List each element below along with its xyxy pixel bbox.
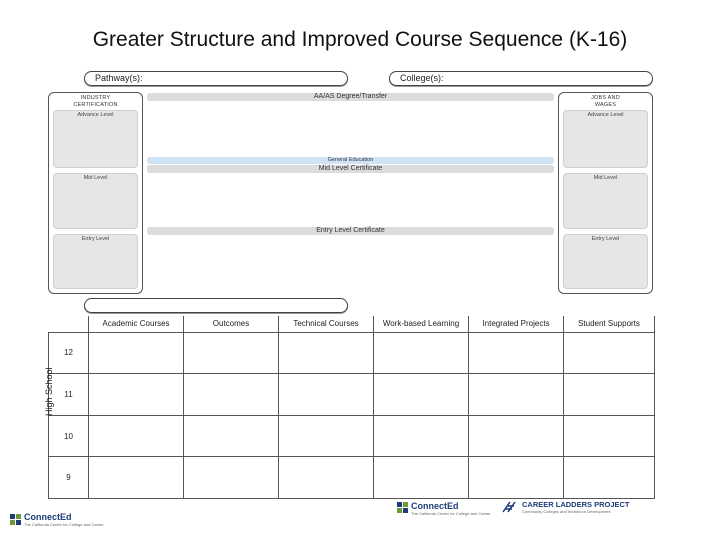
grade-label: 12	[49, 332, 89, 374]
left-mid-label: Mid Level	[83, 175, 108, 181]
grid-cell[interactable]	[279, 415, 374, 457]
column-header: Integrated Projects	[469, 316, 564, 332]
connected-mid-name: ConnectEd	[411, 501, 459, 511]
course-sequence-grid	[48, 316, 655, 499]
page-title: Greater Structure and Improved Course Sequence (K-16)	[92, 28, 628, 51]
column-header: Student Supports	[564, 316, 655, 332]
jobs-wages-heading: JOBS AND WAGES	[591, 95, 620, 108]
grid-cell[interactable]	[374, 415, 469, 457]
grid-cell[interactable]	[184, 374, 279, 416]
industry-certification-heading: INDUSTRY CERTIFICATION	[73, 95, 118, 108]
grid-cell[interactable]	[374, 332, 469, 374]
general-education-bar[interactable]: General Education	[147, 157, 554, 164]
grade-row	[49, 332, 655, 374]
grid-cell[interactable]	[564, 457, 655, 499]
grid-corner	[49, 316, 89, 332]
connected-mid-tagline: The California Center for College and Career	[411, 511, 491, 516]
left-advance-label: Advance Level	[77, 112, 114, 118]
pathway-field[interactable]	[84, 71, 348, 86]
grade-row	[49, 457, 655, 499]
right-mid-label: Mid Level	[593, 175, 618, 181]
grid-cell[interactable]	[469, 332, 564, 374]
grid-cell[interactable]	[374, 374, 469, 416]
college-label: College(s):	[400, 73, 444, 83]
grade-label: 9	[49, 457, 89, 499]
connected-mark-icon	[10, 514, 22, 526]
grid-cell[interactable]	[279, 457, 374, 499]
grade-label: 11	[49, 374, 89, 416]
grid-cell[interactable]	[469, 457, 564, 499]
grid-cell[interactable]	[184, 415, 279, 457]
right-entry-cell[interactable]	[563, 234, 648, 289]
grid-cell[interactable]	[184, 332, 279, 374]
jobs-wages-box	[558, 92, 653, 294]
high-school-label: High School	[44, 367, 54, 416]
column-header: Technical Courses	[279, 316, 374, 332]
column-header: Outcomes	[184, 316, 279, 332]
career-ladders-logo	[502, 500, 654, 516]
career-ladders-name: CAREER LADDERS PROJECT	[522, 500, 630, 509]
left-entry-cell[interactable]	[53, 234, 138, 289]
grade-row	[49, 374, 655, 416]
connected-left-tagline: The California Center for College and Career	[24, 522, 104, 527]
career-ladders-tagline: Community Colleges and Workforce Development	[522, 509, 611, 514]
grid-cell[interactable]	[89, 415, 184, 457]
grade-label: 10	[49, 415, 89, 457]
connected-left-name: ConnectEd	[24, 512, 72, 522]
connected-logo-mid	[397, 501, 497, 517]
ladder-icon	[502, 501, 520, 513]
grid-cell[interactable]	[564, 332, 655, 374]
right-entry-label: Entry Level	[591, 236, 620, 242]
grid-cell[interactable]	[89, 457, 184, 499]
industry-certification-box	[48, 92, 143, 294]
grade-row	[49, 415, 655, 457]
left-mid-cell[interactable]	[53, 173, 138, 229]
degree-transfer-bar[interactable]: AA/AS Degree/Transfer	[147, 93, 554, 101]
column-header: Work-based Learning	[374, 316, 469, 332]
connected-logo-left	[10, 512, 120, 532]
grid-cell[interactable]	[279, 332, 374, 374]
entry-level-certificate-bar[interactable]: Entry Level Certificate	[147, 227, 554, 235]
grid-cell[interactable]	[469, 374, 564, 416]
column-header: Academic Courses	[89, 316, 184, 332]
grid-cell[interactable]	[374, 457, 469, 499]
college-field[interactable]	[389, 71, 653, 86]
right-mid-cell[interactable]	[563, 173, 648, 229]
blank-field[interactable]	[84, 298, 348, 313]
grid-cell[interactable]	[184, 457, 279, 499]
grid-cell[interactable]	[564, 415, 655, 457]
right-advance-label: Advance Level	[587, 112, 624, 118]
right-advance-cell[interactable]	[563, 110, 648, 168]
grid-cell[interactable]	[89, 332, 184, 374]
grid-cell[interactable]	[279, 374, 374, 416]
pathway-label: Pathway(s):	[95, 73, 143, 83]
mid-level-certificate-bar[interactable]: Mid Level Certificate	[147, 165, 554, 173]
grid-cell[interactable]	[469, 415, 564, 457]
grid-cell[interactable]	[564, 374, 655, 416]
connected-mark-icon	[397, 502, 409, 514]
grid-cell[interactable]	[89, 374, 184, 416]
left-advance-cell[interactable]	[53, 110, 138, 168]
left-entry-label: Entry Level	[81, 236, 110, 242]
